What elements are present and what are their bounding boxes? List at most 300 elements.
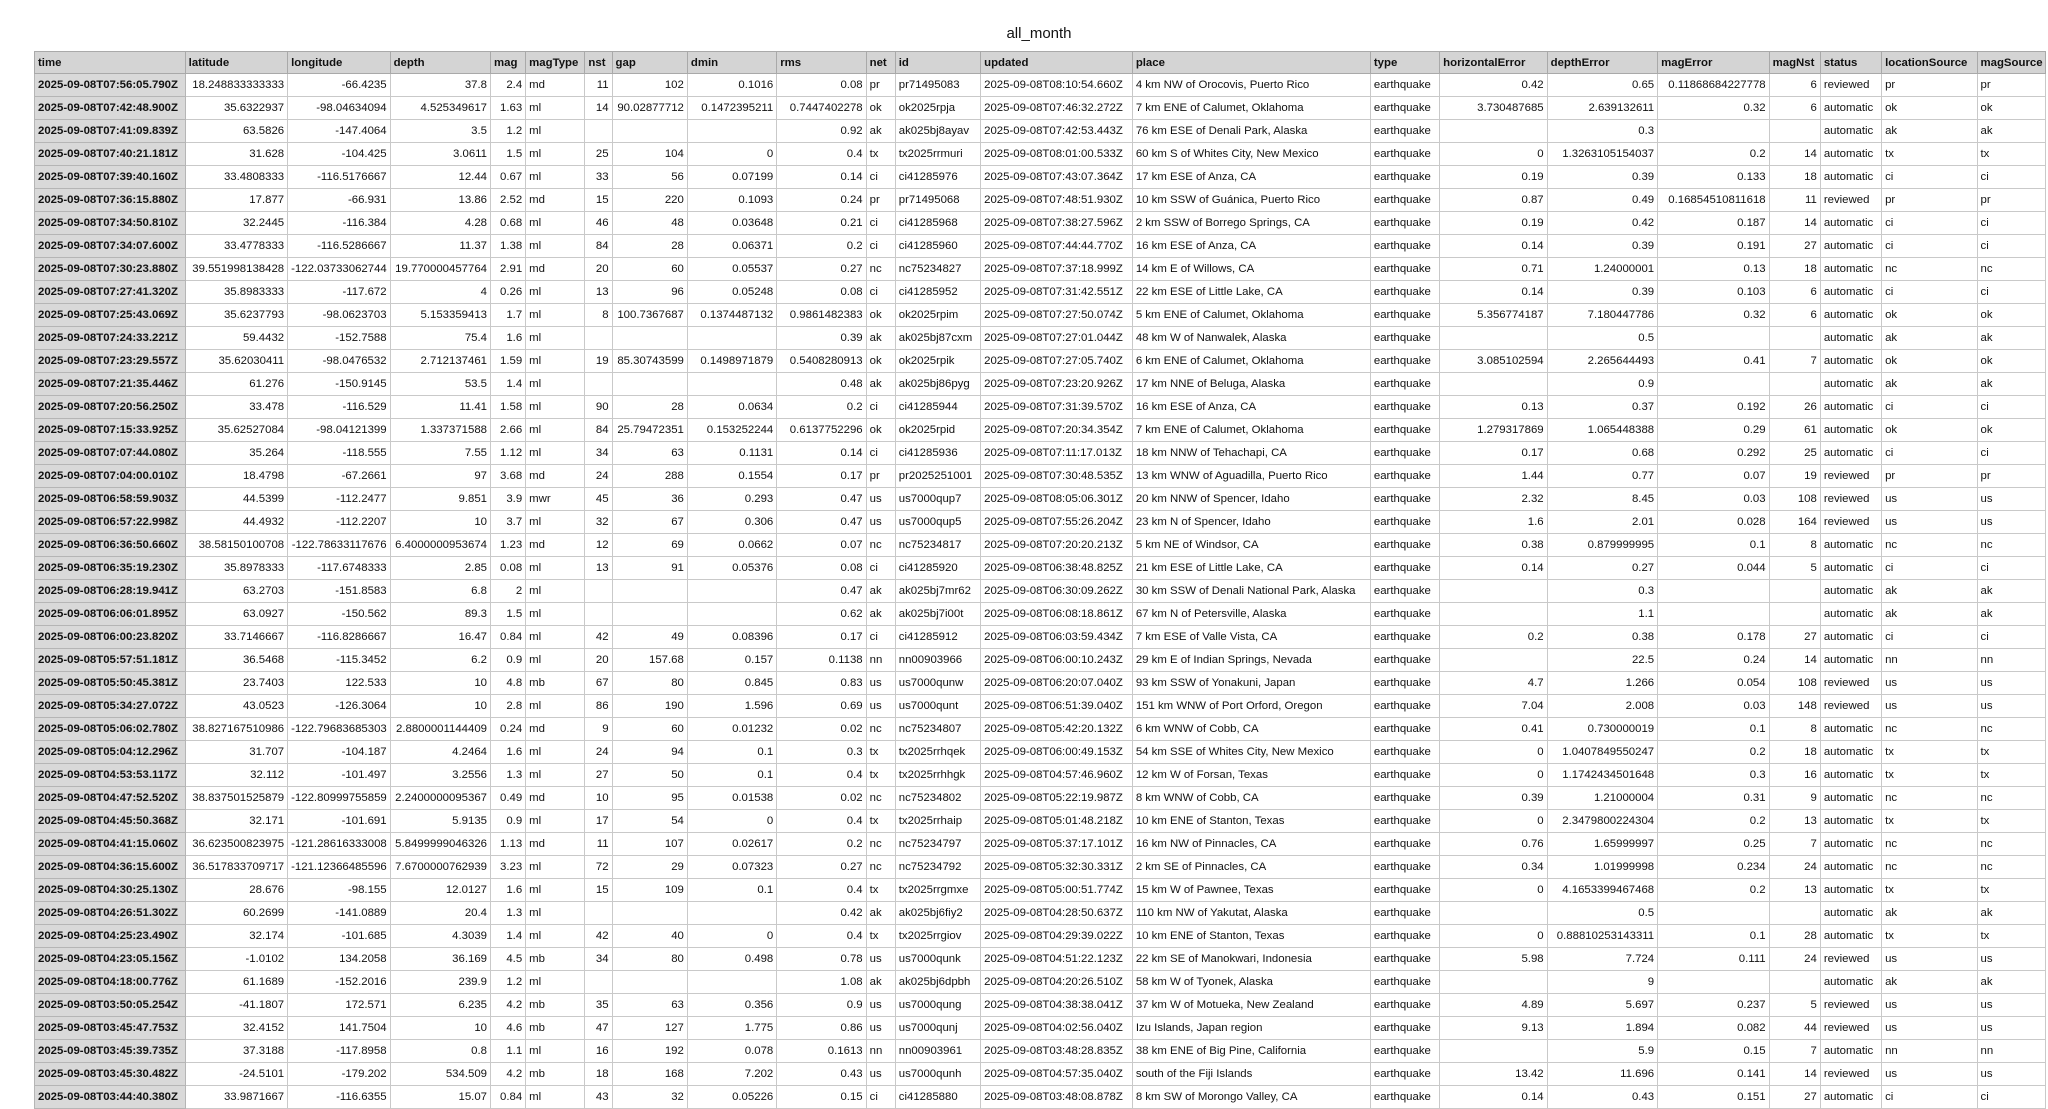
cell-status[interactable]: automatic <box>1820 971 1881 994</box>
cell-id[interactable]: ci41285944 <box>895 396 980 419</box>
cell-magNst[interactable]: 27 <box>1769 1086 1820 1109</box>
cell-status[interactable]: automatic <box>1820 327 1881 350</box>
cell-locationSource[interactable]: ak <box>1882 603 1977 626</box>
cell-rms[interactable]: 0.43 <box>777 1063 866 1086</box>
cell-nst[interactable]: 35 <box>585 994 612 1017</box>
cell-locationSource[interactable]: ak <box>1882 580 1977 603</box>
cell-magType[interactable]: md <box>526 465 585 488</box>
cell-longitude[interactable]: 122.533 <box>288 672 390 695</box>
cell-type[interactable]: earthquake <box>1370 925 1439 948</box>
cell-magType[interactable]: mb <box>526 672 585 695</box>
cell-magNst[interactable]: 108 <box>1769 672 1820 695</box>
cell-depth[interactable]: 10 <box>390 695 490 718</box>
cell-magType[interactable]: ml <box>526 741 585 764</box>
cell-dmin[interactable]: 0.1374487132 <box>687 304 776 327</box>
cell-time[interactable]: 2025-09-08T03:44:40.380Z <box>35 1086 186 1109</box>
cell-gap[interactable]: 157.68 <box>612 649 687 672</box>
cell-place[interactable]: 54 km SSE of Whites City, New Mexico <box>1132 741 1370 764</box>
cell-status[interactable]: reviewed <box>1820 948 1881 971</box>
table-row[interactable] <box>35 304 2046 327</box>
cell-magSource[interactable]: ak <box>1977 902 2045 925</box>
cell-gap[interactable]: 63 <box>612 994 687 1017</box>
table-row[interactable] <box>35 902 2046 925</box>
cell-type[interactable]: earthquake <box>1370 465 1439 488</box>
cell-longitude[interactable]: -67.2661 <box>288 465 390 488</box>
cell-status[interactable]: automatic <box>1820 442 1881 465</box>
cell-horizontalError[interactable]: 0.71 <box>1440 258 1547 281</box>
cell-locationSource[interactable]: ci <box>1882 396 1977 419</box>
cell-time[interactable]: 2025-09-08T07:30:23.880Z <box>35 258 186 281</box>
cell-latitude[interactable]: 18.248833333333 <box>185 74 287 97</box>
cell-dmin[interactable] <box>687 327 776 350</box>
cell-depthError[interactable]: 0.3 <box>1547 120 1657 143</box>
cell-magType[interactable]: md <box>526 833 585 856</box>
cell-magType[interactable]: ml <box>526 1086 585 1109</box>
cell-magNst[interactable]: 6 <box>1769 304 1820 327</box>
cell-updated[interactable]: 2025-09-08T07:43:07.364Z <box>981 166 1133 189</box>
cell-magError[interactable]: 0.11868684227778 <box>1658 74 1769 97</box>
cell-magNst[interactable]: 26 <box>1769 396 1820 419</box>
cell-longitude[interactable]: -151.8583 <box>288 580 390 603</box>
cell-gap[interactable]: 288 <box>612 465 687 488</box>
cell-magError[interactable]: 0.29 <box>1658 419 1769 442</box>
cell-latitude[interactable]: 17.877 <box>185 189 287 212</box>
cell-mag[interactable]: 4.6 <box>491 1017 526 1040</box>
cell-mag[interactable]: 1.13 <box>491 833 526 856</box>
cell-longitude[interactable]: -152.2016 <box>288 971 390 994</box>
cell-magError[interactable] <box>1658 580 1769 603</box>
cell-status[interactable]: automatic <box>1820 580 1881 603</box>
cell-magError[interactable]: 0.178 <box>1658 626 1769 649</box>
cell-mag[interactable]: 4.8 <box>491 672 526 695</box>
cell-id[interactable]: tx2025rrhhgk <box>895 764 980 787</box>
cell-horizontalError[interactable]: 1.6 <box>1440 511 1547 534</box>
cell-latitude[interactable]: -1.0102 <box>185 948 287 971</box>
cell-dmin[interactable]: 0.02617 <box>687 833 776 856</box>
cell-magType[interactable]: md <box>526 787 585 810</box>
cell-latitude[interactable]: 35.62030411 <box>185 350 287 373</box>
cell-horizontalError[interactable]: 0 <box>1440 143 1547 166</box>
cell-gap[interactable]: 49 <box>612 626 687 649</box>
cell-id[interactable]: nc75234802 <box>895 787 980 810</box>
cell-status[interactable]: automatic <box>1820 856 1881 879</box>
cell-magSource[interactable]: ci <box>1977 626 2045 649</box>
cell-depthError[interactable]: 4.1653399467468 <box>1547 879 1657 902</box>
cell-updated[interactable]: 2025-09-08T07:55:26.204Z <box>981 511 1133 534</box>
cell-magSource[interactable]: us <box>1977 511 2045 534</box>
cell-status[interactable]: automatic <box>1820 810 1881 833</box>
cell-nst[interactable] <box>585 580 612 603</box>
cell-mag[interactable]: 0.84 <box>491 1086 526 1109</box>
cell-locationSource[interactable]: ci <box>1882 212 1977 235</box>
cell-depth[interactable]: 19.770000457764 <box>390 258 490 281</box>
cell-magNst[interactable]: 14 <box>1769 212 1820 235</box>
cell-type[interactable]: earthquake <box>1370 856 1439 879</box>
cell-time[interactable]: 2025-09-08T07:36:15.880Z <box>35 189 186 212</box>
cell-id[interactable]: us7000qunt <box>895 695 980 718</box>
column-header-magSource[interactable]: magSource <box>1977 52 2045 74</box>
cell-latitude[interactable]: 33.4778333 <box>185 235 287 258</box>
table-row[interactable] <box>35 626 2046 649</box>
cell-horizontalError[interactable]: 4.7 <box>1440 672 1547 695</box>
cell-updated[interactable]: 2025-09-08T05:00:51.774Z <box>981 879 1133 902</box>
cell-depthError[interactable]: 0.65 <box>1547 74 1657 97</box>
cell-longitude[interactable]: -116.5176667 <box>288 166 390 189</box>
cell-nst[interactable]: 16 <box>585 1040 612 1063</box>
cell-time[interactable]: 2025-09-08T07:34:50.810Z <box>35 212 186 235</box>
cell-mag[interactable]: 2.66 <box>491 419 526 442</box>
cell-nst[interactable] <box>585 120 612 143</box>
cell-latitude[interactable]: 38.58150100708 <box>185 534 287 557</box>
cell-rms[interactable]: 0.47 <box>777 580 866 603</box>
cell-depthError[interactable]: 0.68 <box>1547 442 1657 465</box>
cell-longitude[interactable]: -66.4235 <box>288 74 390 97</box>
cell-magError[interactable]: 0.234 <box>1658 856 1769 879</box>
cell-place[interactable]: 151 km WNW of Port Orford, Oregon <box>1132 695 1370 718</box>
cell-magError[interactable]: 0.1 <box>1658 718 1769 741</box>
cell-rms[interactable]: 0.08 <box>777 74 866 97</box>
cell-depth[interactable]: 0.8 <box>390 1040 490 1063</box>
cell-rms[interactable]: 0.62 <box>777 603 866 626</box>
cell-gap[interactable] <box>612 971 687 994</box>
cell-depthError[interactable]: 9 <box>1547 971 1657 994</box>
cell-depthError[interactable]: 0.77 <box>1547 465 1657 488</box>
cell-magType[interactable]: ml <box>526 97 585 120</box>
cell-nst[interactable]: 72 <box>585 856 612 879</box>
cell-mag[interactable]: 1.63 <box>491 97 526 120</box>
cell-nst[interactable]: 24 <box>585 741 612 764</box>
cell-gap[interactable]: 127 <box>612 1017 687 1040</box>
cell-locationSource[interactable]: ci <box>1882 557 1977 580</box>
cell-latitude[interactable]: 18.4798 <box>185 465 287 488</box>
cell-latitude[interactable]: 23.7403 <box>185 672 287 695</box>
cell-type[interactable]: earthquake <box>1370 281 1439 304</box>
cell-time[interactable]: 2025-09-08T05:34:27.072Z <box>35 695 186 718</box>
cell-dmin[interactable] <box>687 902 776 925</box>
cell-time[interactable]: 2025-09-08T07:56:05.790Z <box>35 74 186 97</box>
cell-magSource[interactable]: ak <box>1977 120 2045 143</box>
cell-magError[interactable]: 0.111 <box>1658 948 1769 971</box>
cell-net[interactable]: nc <box>866 787 895 810</box>
cell-time[interactable]: 2025-09-08T04:53:53.117Z <box>35 764 186 787</box>
table-row[interactable] <box>35 580 2046 603</box>
cell-longitude[interactable]: -98.0623703 <box>288 304 390 327</box>
cell-magNst[interactable]: 108 <box>1769 488 1820 511</box>
cell-id[interactable]: us7000qunh <box>895 1063 980 1086</box>
cell-magSource[interactable]: tx <box>1977 925 2045 948</box>
cell-nst[interactable]: 15 <box>585 189 612 212</box>
cell-status[interactable]: automatic <box>1820 741 1881 764</box>
cell-gap[interactable]: 56 <box>612 166 687 189</box>
cell-latitude[interactable]: 35.264 <box>185 442 287 465</box>
cell-net[interactable]: ci <box>866 281 895 304</box>
cell-rms[interactable]: 0.1138 <box>777 649 866 672</box>
cell-magNst[interactable]: 9 <box>1769 787 1820 810</box>
cell-depth[interactable]: 4.3039 <box>390 925 490 948</box>
cell-rms[interactable]: 0.92 <box>777 120 866 143</box>
cell-depth[interactable]: 53.5 <box>390 373 490 396</box>
cell-magNst[interactable]: 25 <box>1769 442 1820 465</box>
cell-horizontalError[interactable]: 0.87 <box>1440 189 1547 212</box>
cell-id[interactable]: us7000qup5 <box>895 511 980 534</box>
cell-latitude[interactable]: 63.2703 <box>185 580 287 603</box>
table-row[interactable] <box>35 1017 2046 1040</box>
cell-status[interactable]: reviewed <box>1820 1017 1881 1040</box>
cell-locationSource[interactable]: nc <box>1882 258 1977 281</box>
cell-updated[interactable]: 2025-09-08T06:00:10.243Z <box>981 649 1133 672</box>
cell-magType[interactable]: ml <box>526 143 585 166</box>
cell-horizontalError[interactable] <box>1440 603 1547 626</box>
cell-magNst[interactable] <box>1769 971 1820 994</box>
cell-place[interactable]: 5 km NE of Windsor, CA <box>1132 534 1370 557</box>
cell-status[interactable]: automatic <box>1820 603 1881 626</box>
cell-longitude[interactable]: -104.425 <box>288 143 390 166</box>
column-header-latitude[interactable]: latitude <box>185 52 287 74</box>
cell-place[interactable]: 4 km NW of Orocovis, Puerto Rico <box>1132 74 1370 97</box>
column-header-horizontalError[interactable]: horizontalError <box>1440 52 1547 74</box>
cell-gap[interactable]: 60 <box>612 258 687 281</box>
cell-depth[interactable]: 10 <box>390 1017 490 1040</box>
cell-longitude[interactable]: -98.155 <box>288 879 390 902</box>
cell-rms[interactable]: 1.08 <box>777 971 866 994</box>
cell-horizontalError[interactable]: 9.13 <box>1440 1017 1547 1040</box>
table-row[interactable] <box>35 74 2046 97</box>
cell-latitude[interactable]: 63.0927 <box>185 603 287 626</box>
cell-dmin[interactable]: 0.01232 <box>687 718 776 741</box>
cell-gap[interactable]: 109 <box>612 879 687 902</box>
cell-locationSource[interactable]: tx <box>1882 810 1977 833</box>
cell-magSource[interactable]: nc <box>1977 856 2045 879</box>
cell-magNst[interactable]: 6 <box>1769 97 1820 120</box>
cell-rms[interactable]: 0.17 <box>777 465 866 488</box>
cell-depthError[interactable]: 1.1 <box>1547 603 1657 626</box>
cell-horizontalError[interactable]: 0 <box>1440 879 1547 902</box>
cell-place[interactable]: 21 km ESE of Little Lake, CA <box>1132 557 1370 580</box>
cell-horizontalError[interactable]: 0.2 <box>1440 626 1547 649</box>
cell-net[interactable]: pr <box>866 189 895 212</box>
cell-net[interactable]: us <box>866 695 895 718</box>
cell-depthError[interactable]: 0.27 <box>1547 557 1657 580</box>
cell-magType[interactable]: ml <box>526 695 585 718</box>
cell-net[interactable]: nc <box>866 833 895 856</box>
cell-magType[interactable]: ml <box>526 902 585 925</box>
cell-updated[interactable]: 2025-09-08T04:02:56.040Z <box>981 1017 1133 1040</box>
cell-gap[interactable]: 80 <box>612 672 687 695</box>
cell-horizontalError[interactable]: 0.17 <box>1440 442 1547 465</box>
cell-longitude[interactable]: -179.202 <box>288 1063 390 1086</box>
cell-dmin[interactable] <box>687 580 776 603</box>
spreadsheet-grid[interactable] <box>34 51 2046 1109</box>
cell-rms[interactable]: 0.47 <box>777 488 866 511</box>
cell-net[interactable]: ci <box>866 626 895 649</box>
cell-gap[interactable]: 25.79472351 <box>612 419 687 442</box>
cell-status[interactable]: automatic <box>1820 350 1881 373</box>
cell-locationSource[interactable]: us <box>1882 695 1977 718</box>
cell-place[interactable]: 17 km ESE of Anza, CA <box>1132 166 1370 189</box>
cell-longitude[interactable]: -98.0476532 <box>288 350 390 373</box>
cell-time[interactable]: 2025-09-08T07:39:40.160Z <box>35 166 186 189</box>
cell-horizontalError[interactable]: 2.32 <box>1440 488 1547 511</box>
cell-net[interactable]: ci <box>866 442 895 465</box>
cell-depthError[interactable]: 8.45 <box>1547 488 1657 511</box>
cell-net[interactable]: pr <box>866 74 895 97</box>
cell-status[interactable]: reviewed <box>1820 189 1881 212</box>
cell-magNst[interactable]: 18 <box>1769 258 1820 281</box>
cell-longitude[interactable]: 172.571 <box>288 994 390 1017</box>
cell-updated[interactable]: 2025-09-08T06:38:48.825Z <box>981 557 1133 580</box>
cell-time[interactable]: 2025-09-08T04:36:15.600Z <box>35 856 186 879</box>
cell-place[interactable]: south of the Fiji Islands <box>1132 1063 1370 1086</box>
cell-locationSource[interactable]: nc <box>1882 534 1977 557</box>
cell-place[interactable]: 12 km W of Forsan, Texas <box>1132 764 1370 787</box>
cell-magError[interactable]: 0.15 <box>1658 1040 1769 1063</box>
cell-rms[interactable]: 0.9 <box>777 994 866 1017</box>
cell-status[interactable]: automatic <box>1820 833 1881 856</box>
cell-id[interactable]: pr2025251001 <box>895 465 980 488</box>
cell-type[interactable]: earthquake <box>1370 442 1439 465</box>
cell-type[interactable]: earthquake <box>1370 948 1439 971</box>
cell-magError[interactable]: 0.1 <box>1658 925 1769 948</box>
cell-depth[interactable]: 4.28 <box>390 212 490 235</box>
cell-id[interactable]: ok2025rpid <box>895 419 980 442</box>
cell-horizontalError[interactable]: 1.279317869 <box>1440 419 1547 442</box>
column-header-rms[interactable]: rms <box>777 52 866 74</box>
cell-rms[interactable]: 0.4 <box>777 879 866 902</box>
cell-locationSource[interactable]: tx <box>1882 143 1977 166</box>
cell-locationSource[interactable]: ak <box>1882 971 1977 994</box>
cell-mag[interactable]: 4.2 <box>491 1063 526 1086</box>
cell-type[interactable]: earthquake <box>1370 235 1439 258</box>
table-row[interactable] <box>35 534 2046 557</box>
cell-id[interactable]: nc75234817 <box>895 534 980 557</box>
cell-magType[interactable]: ml <box>526 327 585 350</box>
cell-id[interactable]: us7000qunj <box>895 1017 980 1040</box>
cell-dmin[interactable]: 0.1 <box>687 879 776 902</box>
cell-id[interactable]: ci41285976 <box>895 166 980 189</box>
cell-place[interactable]: 22 km SE of Manokwari, Indonesia <box>1132 948 1370 971</box>
cell-id[interactable]: pr71495083 <box>895 74 980 97</box>
cell-type[interactable]: earthquake <box>1370 764 1439 787</box>
table-row[interactable] <box>35 235 2046 258</box>
cell-rms[interactable]: 0.02 <box>777 787 866 810</box>
cell-magError[interactable]: 0.103 <box>1658 281 1769 304</box>
cell-magType[interactable]: ml <box>526 649 585 672</box>
cell-time[interactable]: 2025-09-08T06:35:19.230Z <box>35 557 186 580</box>
cell-latitude[interactable]: -24.5101 <box>185 1063 287 1086</box>
cell-rms[interactable]: 0.2 <box>777 833 866 856</box>
cell-updated[interactable]: 2025-09-08T05:37:17.101Z <box>981 833 1133 856</box>
cell-magSource[interactable]: ci <box>1977 1086 2045 1109</box>
cell-magError[interactable]: 0.2 <box>1658 741 1769 764</box>
cell-locationSource[interactable]: pr <box>1882 465 1977 488</box>
cell-nst[interactable]: 24 <box>585 465 612 488</box>
cell-depthError[interactable]: 2.3479800224304 <box>1547 810 1657 833</box>
cell-updated[interactable]: 2025-09-08T07:27:05.740Z <box>981 350 1133 373</box>
cell-type[interactable]: earthquake <box>1370 74 1439 97</box>
cell-net[interactable]: pr <box>866 465 895 488</box>
cell-time[interactable]: 2025-09-08T07:07:44.080Z <box>35 442 186 465</box>
cell-locationSource[interactable]: ci <box>1882 166 1977 189</box>
cell-locationSource[interactable]: ok <box>1882 97 1977 120</box>
cell-longitude[interactable]: -98.04121399 <box>288 419 390 442</box>
cell-latitude[interactable]: 31.628 <box>185 143 287 166</box>
cell-magNst[interactable]: 19 <box>1769 465 1820 488</box>
cell-depth[interactable]: 2.2400000095367 <box>390 787 490 810</box>
cell-time[interactable]: 2025-09-08T04:23:05.156Z <box>35 948 186 971</box>
cell-magSource[interactable]: us <box>1977 695 2045 718</box>
cell-magNst[interactable]: 8 <box>1769 718 1820 741</box>
cell-longitude[interactable]: -101.497 <box>288 764 390 787</box>
cell-locationSource[interactable]: us <box>1882 994 1977 1017</box>
cell-latitude[interactable]: 35.8983333 <box>185 281 287 304</box>
cell-time[interactable]: 2025-09-08T07:21:35.446Z <box>35 373 186 396</box>
cell-depthError[interactable]: 0.39 <box>1547 166 1657 189</box>
cell-depth[interactable]: 4.525349617 <box>390 97 490 120</box>
cell-id[interactable]: ok2025rpim <box>895 304 980 327</box>
cell-locationSource[interactable]: nc <box>1882 856 1977 879</box>
cell-magSource[interactable]: ci <box>1977 281 2045 304</box>
cell-depthError[interactable]: 7.724 <box>1547 948 1657 971</box>
cell-rms[interactable]: 0.14 <box>777 442 866 465</box>
cell-type[interactable]: earthquake <box>1370 534 1439 557</box>
cell-updated[interactable]: 2025-09-08T05:22:19.987Z <box>981 787 1133 810</box>
cell-depthError[interactable]: 1.24000001 <box>1547 258 1657 281</box>
cell-magNst[interactable]: 18 <box>1769 741 1820 764</box>
cell-gap[interactable]: 29 <box>612 856 687 879</box>
column-header-time[interactable]: time <box>35 52 186 74</box>
cell-magNst[interactable]: 14 <box>1769 649 1820 672</box>
cell-depth[interactable]: 11.37 <box>390 235 490 258</box>
cell-depthError[interactable]: 2.265644493 <box>1547 350 1657 373</box>
cell-depthError[interactable]: 0.37 <box>1547 396 1657 419</box>
cell-locationSource[interactable]: ak <box>1882 902 1977 925</box>
cell-mag[interactable]: 0.68 <box>491 212 526 235</box>
cell-type[interactable]: earthquake <box>1370 695 1439 718</box>
cell-time[interactable]: 2025-09-08T07:25:43.069Z <box>35 304 186 327</box>
cell-depth[interactable]: 10 <box>390 511 490 534</box>
cell-magNst[interactable]: 164 <box>1769 511 1820 534</box>
cell-horizontalError[interactable] <box>1440 580 1547 603</box>
cell-depth[interactable]: 5.8499999046326 <box>390 833 490 856</box>
cell-longitude[interactable]: -117.8958 <box>288 1040 390 1063</box>
cell-place[interactable]: 10 km SSW of Guánica, Puerto Rico <box>1132 189 1370 212</box>
cell-type[interactable]: earthquake <box>1370 1017 1439 1040</box>
cell-status[interactable]: automatic <box>1820 212 1881 235</box>
cell-latitude[interactable]: 32.112 <box>185 764 287 787</box>
cell-dmin[interactable]: 0.306 <box>687 511 776 534</box>
cell-time[interactable]: 2025-09-08T05:04:12.296Z <box>35 741 186 764</box>
cell-net[interactable]: ci <box>866 396 895 419</box>
cell-status[interactable]: reviewed <box>1820 488 1881 511</box>
cell-magNst[interactable]: 5 <box>1769 557 1820 580</box>
cell-magError[interactable]: 0.054 <box>1658 672 1769 695</box>
cell-magError[interactable]: 0.187 <box>1658 212 1769 235</box>
cell-magError[interactable]: 0.16854510811618 <box>1658 189 1769 212</box>
cell-type[interactable]: earthquake <box>1370 649 1439 672</box>
table-row[interactable] <box>35 557 2046 580</box>
cell-id[interactable]: nc75234797 <box>895 833 980 856</box>
cell-rms[interactable]: 0.42 <box>777 902 866 925</box>
cell-net[interactable]: ak <box>866 603 895 626</box>
cell-horizontalError[interactable] <box>1440 971 1547 994</box>
cell-net[interactable]: nc <box>866 258 895 281</box>
cell-time[interactable]: 2025-09-08T06:00:23.820Z <box>35 626 186 649</box>
cell-depthError[interactable]: 0.5 <box>1547 902 1657 925</box>
cell-gap[interactable]: 69 <box>612 534 687 557</box>
cell-longitude[interactable]: -116.529 <box>288 396 390 419</box>
cell-status[interactable]: automatic <box>1820 120 1881 143</box>
cell-time[interactable]: 2025-09-08T04:47:52.520Z <box>35 787 186 810</box>
